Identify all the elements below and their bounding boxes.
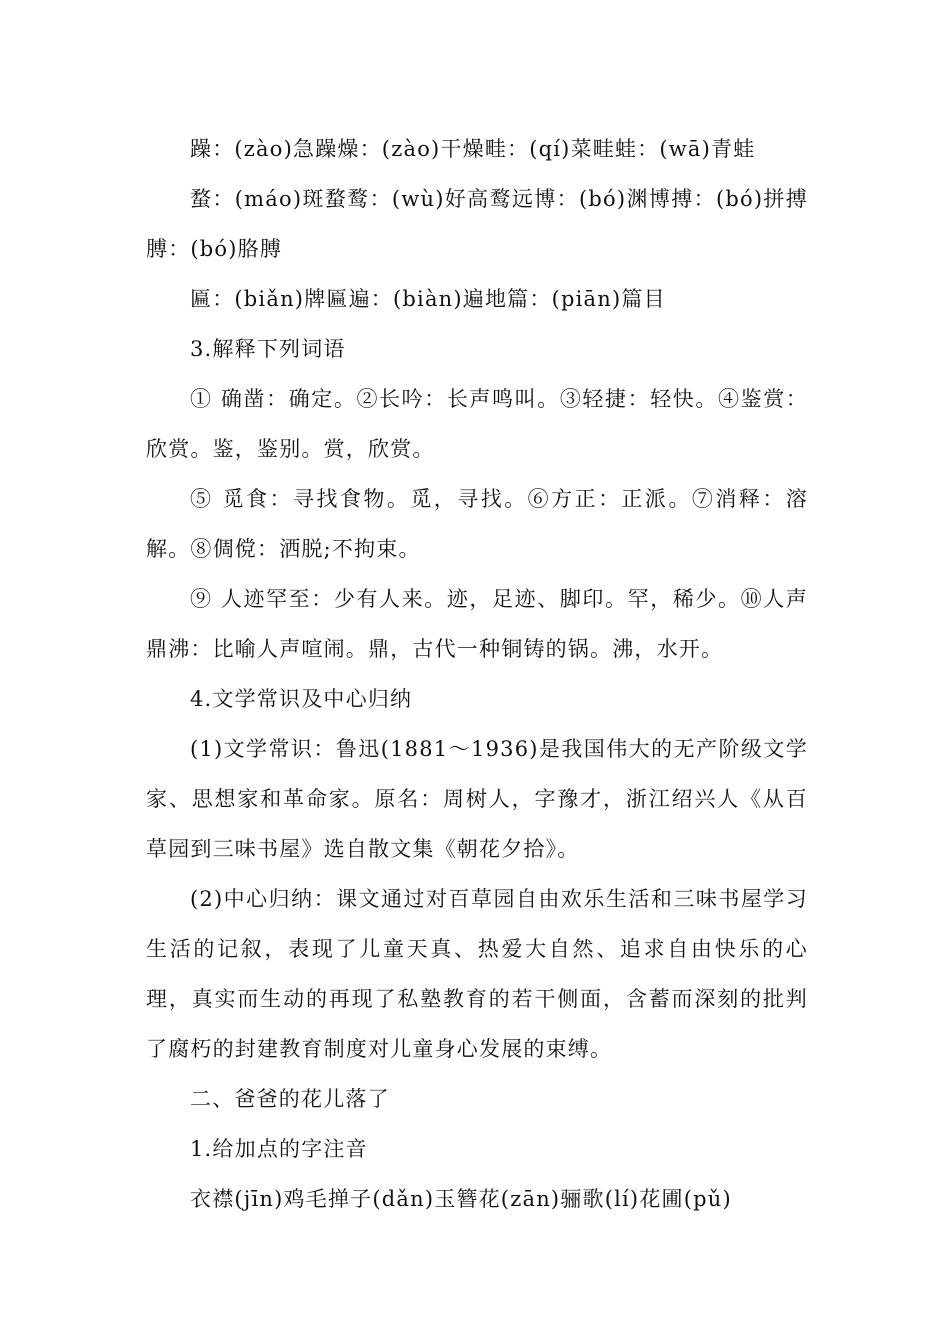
pinyin-line-1: 躁：(zào)急躁燥：(zào)干燥畦：(qí)菜畦蛙：(wā)青蛙	[190, 137, 756, 161]
definition-paragraph-3: ⑨ 人迹罕至：少有人来。迹，足迹、脚印。罕，稀少。⑩人声鼎沸：比喻人声喧闹。鼎，古代一种铜铸的锅。沸，水开。	[146, 587, 808, 661]
section-heading-pinyin: 1.给加点的字注音	[190, 1137, 368, 1161]
section-heading-literature: 4.文学常识及中心归纳	[190, 687, 413, 711]
pinyin-line-3: 匾：(biǎn)牌匾遍：(biàn)遍地篇：(piān)篇目	[190, 287, 666, 311]
document-body	[146, 124, 808, 1224]
definition-paragraph-1: ① 确凿：确定。②长吟：长声鸣叫。③轻捷：轻快。④鉴赏：欣赏。鉴，鉴别。赏，欣赏。	[146, 387, 808, 461]
literature-knowledge-paragraph: (1)文学常识：鲁迅(1881～1936)是我国伟大的无产阶级文学家、思想家和革命家。原名：周树人，字豫才，浙江绍兴人《从百草园到三味书屋》选自散文集《朝花夕拾》。	[146, 737, 808, 861]
pinyin-line-4: 衣襟(jīn)鸡毛掸子(dǎn)玉簪花(zān)骊歌(lí)花圃(pǔ)	[190, 1187, 732, 1211]
section-heading-explain-words: 3.解释下列词语	[190, 337, 346, 361]
central-summary-paragraph: (2)中心归纳：课文通过对百草园自由欢乐生活和三味书屋学习生活的记叙，表现了儿童天真、热爱大自然、追求自由快乐的心理，真实而生动的再现了私塾教育的若干侧面，含蓄而深刻的批判了腐朽的封建教育制度对儿童身心发展的束缚。	[146, 887, 808, 1061]
pinyin-line-2: 蝥：(máo)斑蝥鹜：(wù)好高鹜远博：(bó)渊博搏：(bó)拼搏膊：(bó)胳膊	[146, 187, 808, 261]
chapter-heading: 二、爸爸的花儿落了	[190, 1087, 390, 1111]
definition-paragraph-2: ⑤ 觅食：寻找食物。觅，寻找。⑥方正：正派。⑦消释：溶解。⑧倜傥：洒脱;不拘束。	[146, 487, 808, 561]
